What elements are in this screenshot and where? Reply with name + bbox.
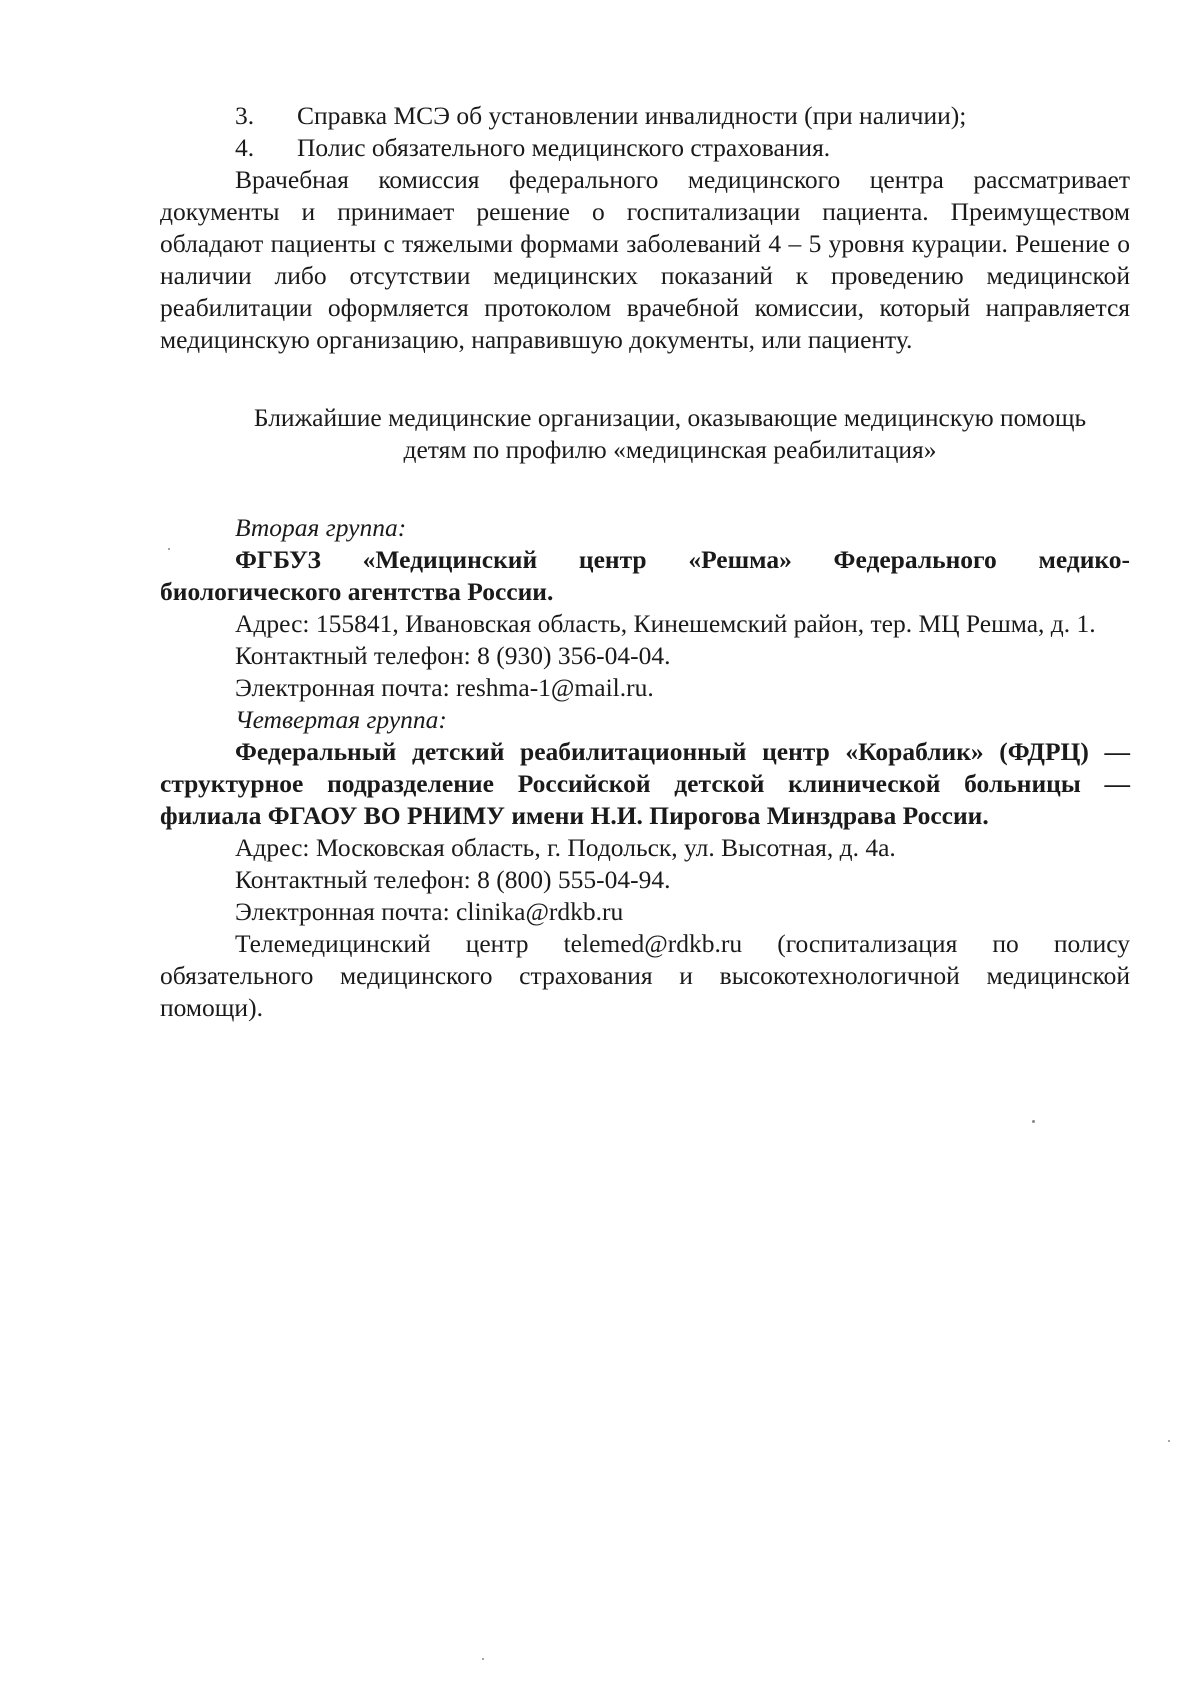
group-4-address: Адрес: Московская область, г. Подольск, ул. Высотная, д. 4а. <box>235 833 896 862</box>
list-text: Справка МСЭ об установлении инвалидности (при наличии); <box>297 101 967 130</box>
list-item-3 <box>160 100 1130 132</box>
section-heading: Ближайшие медицинские организации, оказывающие медицинскую помощь детям по профилю «медицинская реабилитация» <box>253 403 1087 464</box>
scan-speck <box>168 548 170 550</box>
group-2-address: Адрес: 155841, Ивановская область, Кинешемский район, тер. МЦ Решма, д. 1. <box>235 609 1096 638</box>
group-4-org-name: Федеральный детский реабилитационный центр «Кораблик» (ФДРЦ) — структурное подразделение Российской детской клинической больницы — филиала ФГАОУ ВО РНИМУ имени Н.И. Пирогова Минздрава России. <box>160 737 1130 830</box>
scan-speck <box>1168 1440 1170 1442</box>
group-4-phone: Контактный телефон: 8 (800) 555-04-94. <box>235 865 671 894</box>
group-2-org-name: ФГБУЗ «Медицинский центр «Решма» Федерального медико-биологического агентства России. <box>160 545 1130 606</box>
list-item-4 <box>160 132 1130 164</box>
group-4-email: Электронная почта: clinika@rdkb.ru <box>235 897 624 926</box>
list-number: 3. <box>235 101 255 130</box>
list-number: 4. <box>235 133 255 162</box>
group-4-label: Четвертая группа: <box>235 705 447 734</box>
scan-speck <box>482 1658 484 1660</box>
group-2-label: Вторая группа: <box>235 513 407 542</box>
scan-speck <box>1032 1120 1035 1123</box>
document-body <box>160 100 1130 1024</box>
group-2-email: Электронная почта: reshma-1@mail.ru. <box>235 673 654 702</box>
commission-paragraph: Врачебная комиссия федерального медицинского центра рассматривает документы и принимает решение о госпитализации пациента. Преимуществом обладают пациенты с тяжелыми формами заболеваний 4 – 5 уровня курации. Решение о наличии либо отсутствии медицинских показаний к проведению медицинской реабилитации оформляется протоколом врачебной комиссии, который направляется медицинскую организацию, направившую документы, или пациенту. <box>160 165 1130 354</box>
group-4-telemed: Телемедицинский центр telemed@rdkb.ru (госпитализация по полису обязательного медицинского страхования и высокотехнологичной медицинской помощи). <box>160 929 1130 1022</box>
group-2-phone: Контактный телефон: 8 (930) 356-04-04. <box>235 641 671 670</box>
list-text: Полис обязательного медицинского страхования. <box>297 133 831 162</box>
